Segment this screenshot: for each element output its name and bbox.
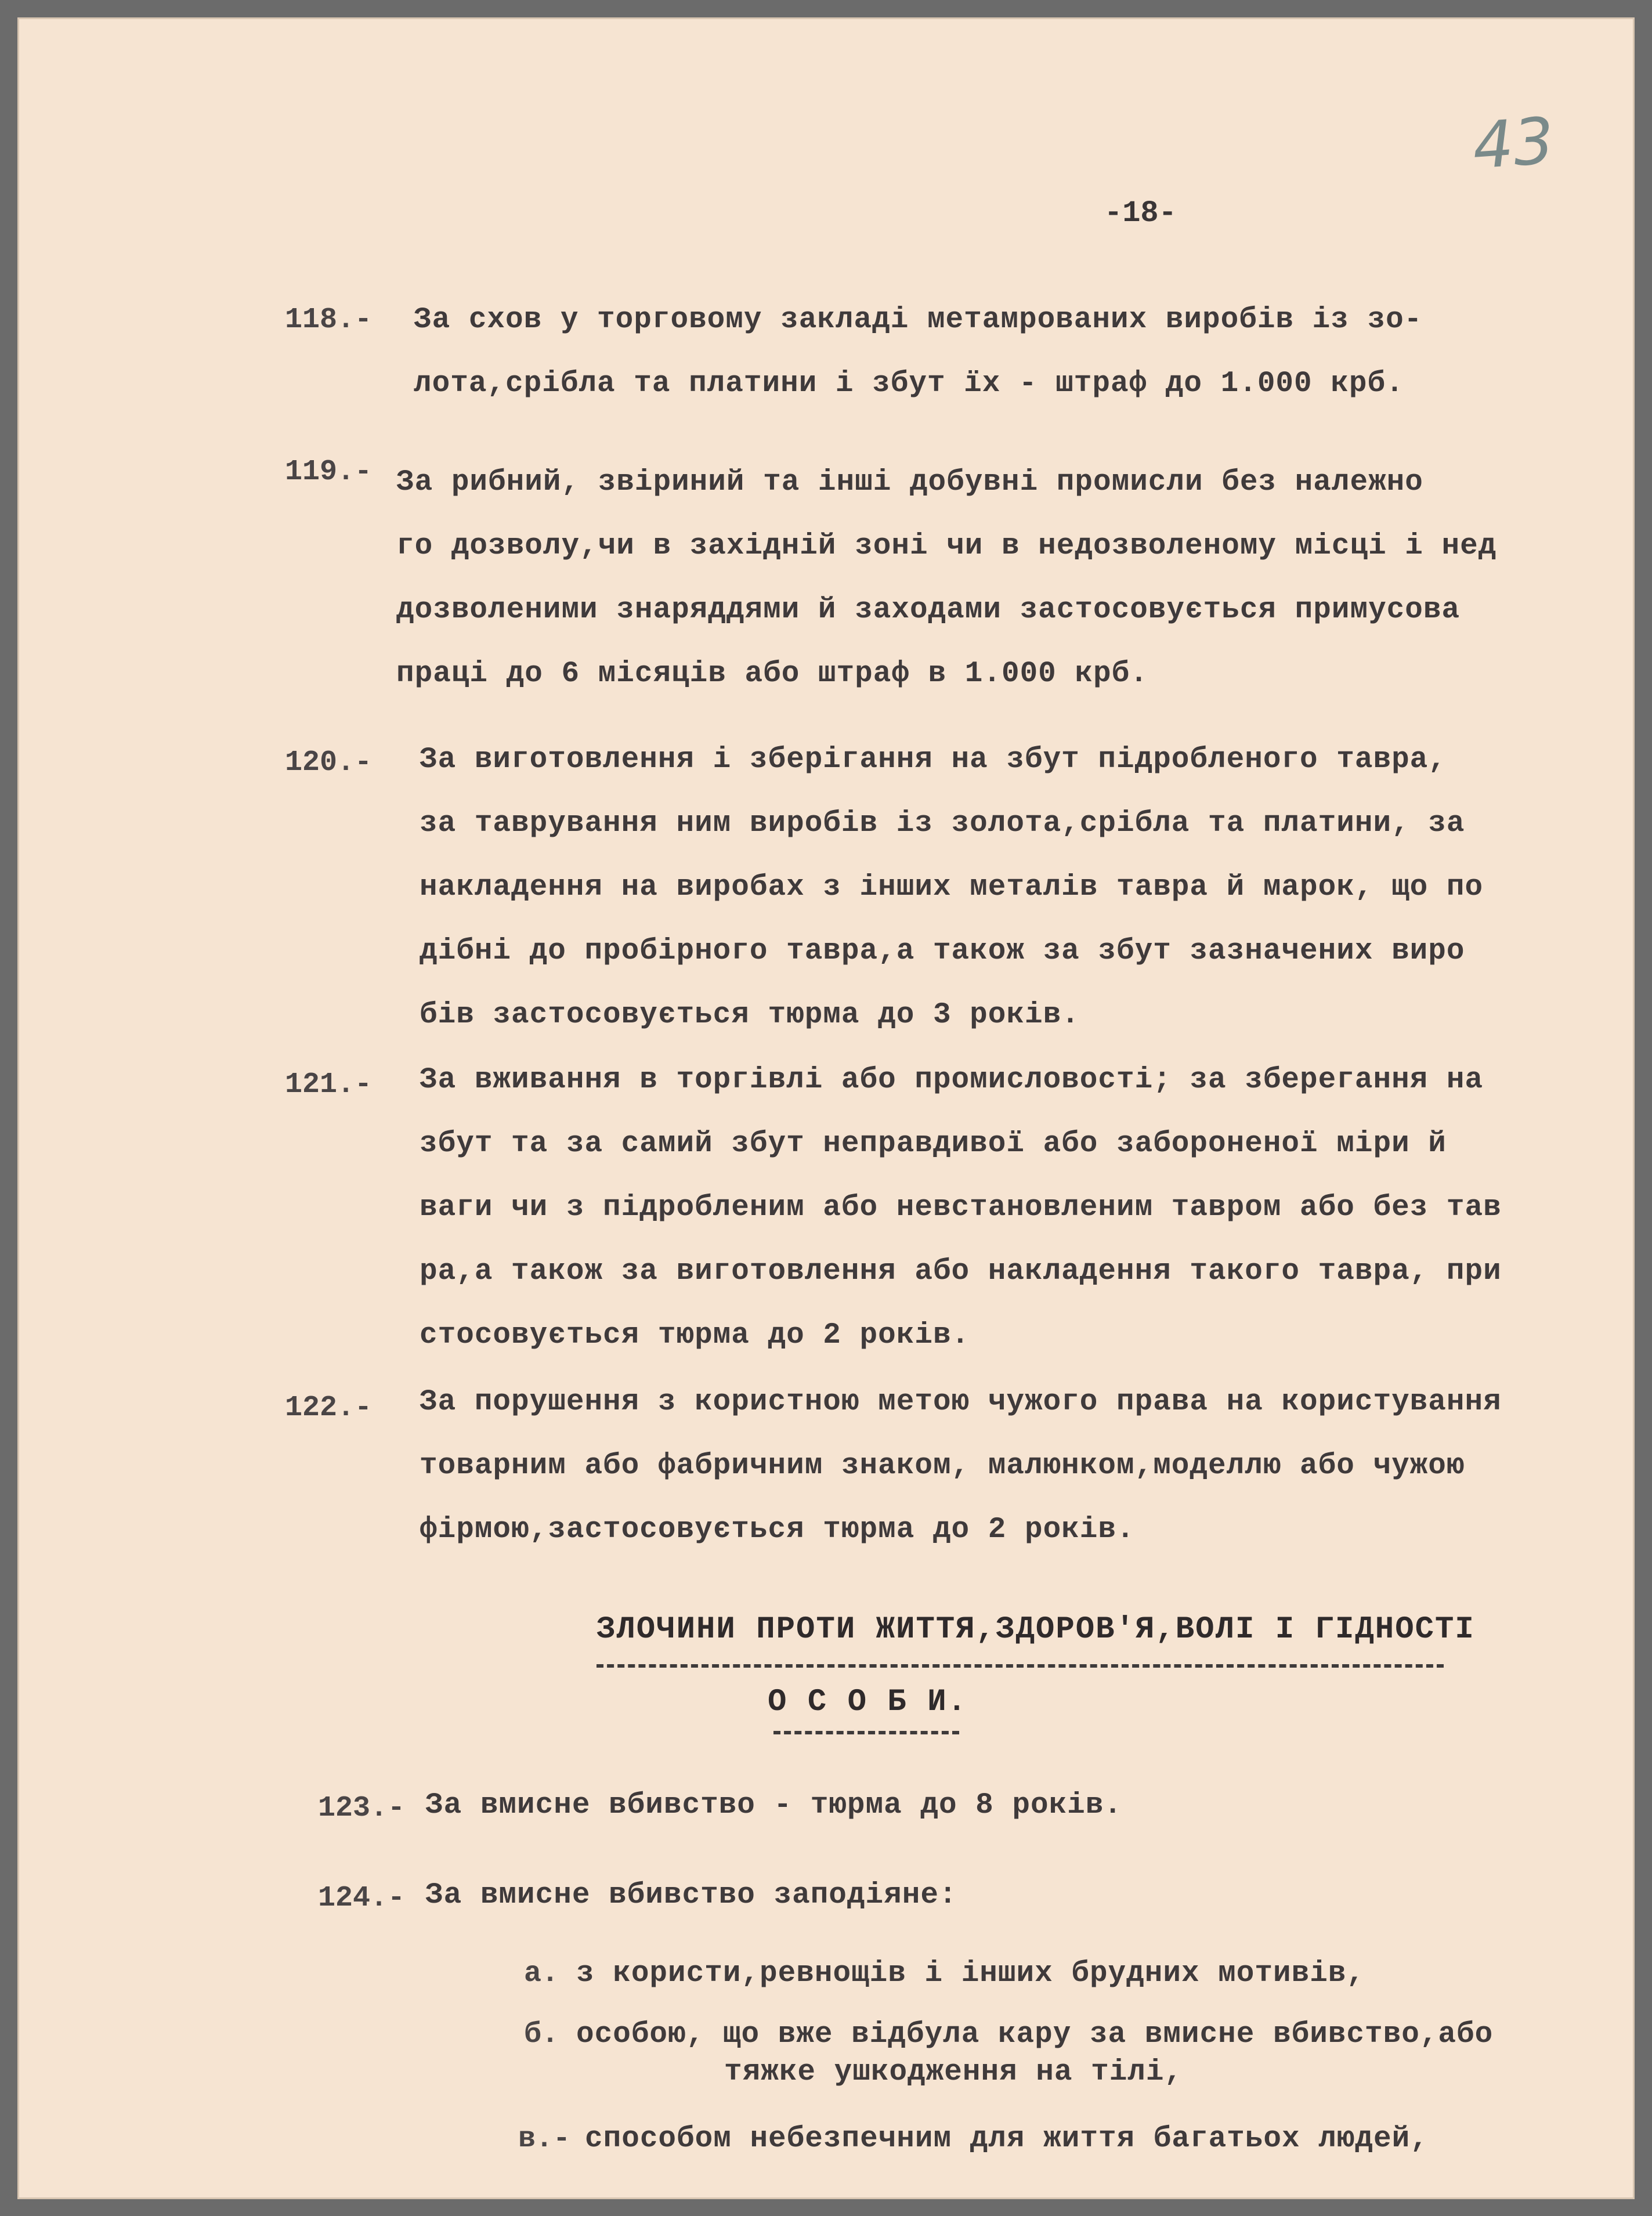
paragraph-line: За вмисне вбивство заподіяне:	[425, 1879, 957, 1912]
subitem-letter: б.	[524, 2018, 559, 2051]
paragraph-number: 118.-	[285, 303, 373, 337]
paragraph-number: 124.-	[318, 1882, 406, 1915]
paragraph-line: стосовується тюрма до 2 років.	[420, 1319, 970, 1352]
paragraph-line: ваги чи з підробленим або невстановленим тавром або без тав	[420, 1191, 1502, 1224]
paragraph-number: 120.-	[285, 746, 373, 779]
document-page	[17, 17, 1635, 2199]
subitem-line: з користи,ревнощів і інших брудних мотивів,	[576, 1957, 1365, 1990]
paragraph-line: За рибний, звіриний та інші добувні промисли без належно	[396, 466, 1423, 499]
paragraph-line: дібні до пробірного тавра,а також за збут зазначених виро	[420, 935, 1465, 968]
page-number: -18-	[1104, 196, 1177, 230]
paragraph-line: За порушення з користною метою чужого права на користування	[420, 1386, 1502, 1419]
paragraph-line: бів застосовується тюрма до 3 років.	[420, 999, 1080, 1032]
paragraph-line: За схов у торговому закладі метамрованих виробів із зо-	[414, 303, 1423, 337]
subitem-letter: а.	[524, 1957, 559, 1990]
paragraph-line: ра,а також за виготовлення або накладення такого тавра, при	[420, 1255, 1502, 1288]
paragraph-line: накладення на виробах з інших металів тавра й марок, що по	[420, 871, 1484, 904]
section-heading-continued: О С О Б И.	[768, 1684, 968, 1720]
paragraph-number: 123.-	[318, 1792, 406, 1825]
subitem-line: тяжке ушкодження на тілі,	[724, 2056, 1183, 2089]
paragraph-line: дозволеними знаряддями й заходами застосовується примусова	[396, 594, 1461, 627]
paragraph-line: за таврування ним виробів із золота,срібла та платини, за	[420, 807, 1465, 840]
paragraph-line: лота,срібла та платини і збут їх - штраф до 1.000 крб.	[414, 367, 1404, 400]
paragraph-number: 119.-	[285, 456, 373, 489]
paragraph-line: За вмисне вбивство - тюрма до 8 років.	[425, 1789, 1122, 1822]
paragraph-line: товарним або фабричним знаком, малюнком,моделлю або чужою	[420, 1449, 1465, 1483]
paragraph-line: збут та за самий збут неправдивої або забороненої міри й	[420, 1127, 1447, 1161]
paragraph-line: праці до 6 місяців або штраф в 1.000 крб.	[396, 657, 1148, 691]
archive-page-number: 43	[1470, 103, 1557, 183]
section-heading: ЗЛОЧИНИ ПРОТИ ЖИТТЯ,ЗДОРОВ'Я,ВОЛІ І ГІДНОСТІ	[597, 1612, 1475, 1647]
subitem-letter: в.-	[518, 2123, 571, 2156]
paragraph-line: За виготовлення і зберігання на збут підробленого тавра,	[420, 743, 1447, 776]
heading-underline	[597, 1664, 1444, 1668]
heading-underline-short	[773, 1731, 959, 1734]
subitem-line: способом небезпечним для життя багатьох людей,	[585, 2123, 1429, 2156]
paragraph-line: го дозволу,чи в західній зоні чи в недозволеному місці і нед	[396, 530, 1497, 563]
paragraph-number: 122.-	[285, 1391, 373, 1425]
paragraph-line: фірмою,застосовується тюрма до 2 років.	[420, 1513, 1135, 1546]
paragraph-line: За вживання в торгівлі або промисловості; за зберегання на	[420, 1064, 1484, 1097]
paragraph-number: 121.-	[285, 1068, 373, 1101]
subitem-line: особою, що вже відбула кару за вмисне вбивство,або	[576, 2018, 1494, 2051]
